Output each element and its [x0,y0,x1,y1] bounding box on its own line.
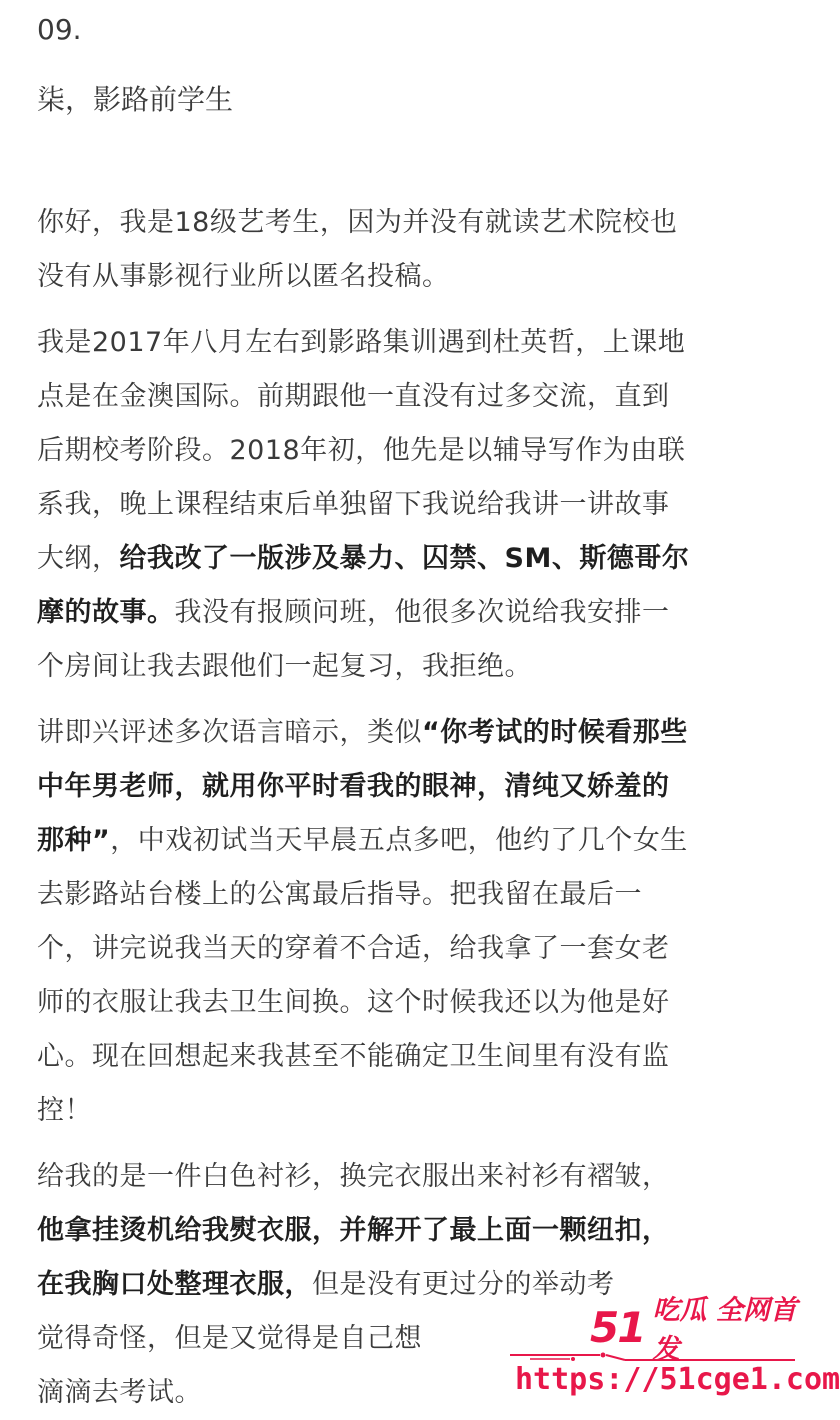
watermark-circuit-lines [510,1352,795,1362]
watermark-logo [590,1295,800,1365]
text-segment: 但是没有更过分的举动考 [312,1269,615,1300]
text-segment: 我没有报顾问班，他很多次说给我安排一 [174,597,670,628]
bold-text: “你考试的时候看那些 [422,717,688,748]
paragraph-line [37,1204,768,1258]
entry-author: 柒，影路前学生 [37,83,234,116]
paragraph-line: 点是在金澳国际。前期跟他一直没有过多交流，直到 [37,381,670,412]
paragraph-line [37,760,768,814]
watermark-url: https://51cge1.com [515,1362,840,1397]
entry-number: 09. [37,13,82,46]
paragraph-line: 你好，我是18级艺考生，因为并没有就读艺术院校也 [37,207,678,238]
bold-text: 中年男老师，就用你平时看我的眼神，清纯又娇羞的 [37,771,670,802]
paragraph-1 [37,196,768,304]
paragraph-line: 我是2017年八月左右到影路集训遇到杜英哲，上课地 [37,327,686,358]
paragraph-line: 师的衣服让我去卫生间换。这个时候我还以为他是好 [37,987,670,1018]
paragraph-line: 心。现在回想起来我甚至不能确定卫生间里有没有监 [37,1041,670,1072]
paragraph-line: 滴滴去考试。 [37,1377,202,1408]
paragraph-line: 个房间让我去跟他们一起复习，我拒绝。 [37,651,532,682]
paragraph-line: 去影路站台楼上的公寓最后指导。把我留在最后一 [37,879,642,910]
paragraph-line [37,706,768,760]
bold-text: 他拿挂烫机给我熨衣服，并解开了最上面一颗纽扣， [37,1215,670,1246]
paragraph-line [37,532,768,586]
bold-text: 在我胸口处整理衣服， [37,1269,312,1300]
watermark-logo-number: 51 [590,1302,645,1352]
text-segment: 讲即兴评述多次语言暗示，类似 [37,717,422,748]
paragraph-line: 个，讲完说我当天的穿着不合适，给我拿了一套女老 [37,933,670,964]
bold-text: 那种” [37,825,111,856]
paragraph-line: 控！ [37,1095,92,1126]
paragraph-3 [37,706,768,1138]
bold-text: 给我改了一版涉及暴力、囚禁、SM、斯德哥尔 [119,543,690,574]
watermark [505,1295,840,1414]
paragraph-line [37,586,768,640]
paragraph-line: 觉得奇怪，但是又觉得是自己想 [37,1323,422,1354]
text-segment: ，中戏初试当天早晨五点多吧，他约了几个女生 [110,825,688,856]
text-segment: 大纲， [37,543,120,574]
paragraph-line: 给我的是一件白色衬衫，换完衣服出来衬衫有褶皱， [37,1161,670,1192]
bold-text: 摩的故事。 [37,597,175,628]
paragraph-2 [37,316,768,694]
paragraph-line [37,814,768,868]
paragraph-line: 后期校考阶段。2018年初，他先是以辅导写作为由联 [37,435,686,466]
paragraph-line: 系我，晚上课程结束后单独留下我说给我讲一讲故事 [37,489,670,520]
paragraph-line: 没有从事影视行业所以匿名投稿。 [37,261,450,292]
watermark-logo-text: 吃瓜 全网首发 [652,1295,797,1365]
